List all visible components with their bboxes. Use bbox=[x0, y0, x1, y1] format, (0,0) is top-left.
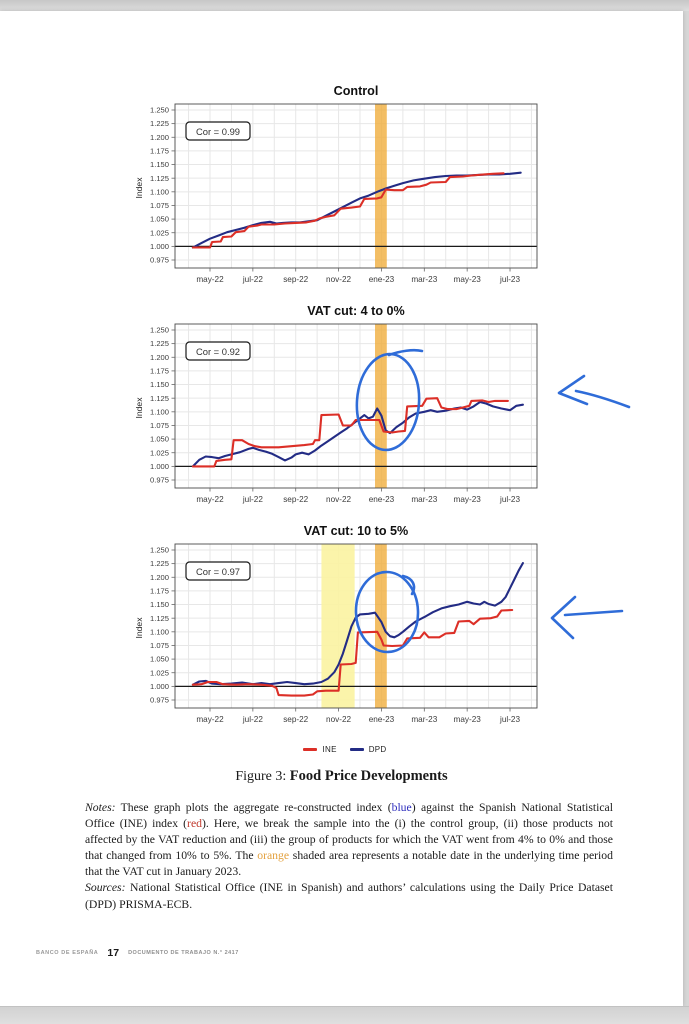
y-tick-label: 1.250 bbox=[149, 325, 169, 335]
y-tick-label: 1.075 bbox=[149, 201, 169, 211]
chart-title: VAT cut: 4 to 0% bbox=[307, 304, 405, 318]
notes-block bbox=[85, 800, 613, 913]
chart-svg bbox=[130, 296, 560, 514]
figure-caption bbox=[0, 768, 683, 785]
x-tick-label: mar-23 bbox=[411, 715, 438, 724]
sources-paragraph bbox=[85, 880, 613, 912]
y-tick-label: 1.200 bbox=[149, 132, 169, 142]
y-tick-label: 1.025 bbox=[149, 228, 169, 238]
notes-segment: ) against the Spanish National Statistical Office (INE) index ( bbox=[85, 801, 613, 831]
notes-segment: These graph plots the aggregate re-constructed index ( bbox=[115, 801, 392, 814]
y-tick-label: 1.175 bbox=[149, 586, 169, 596]
notes-segment: shaded area represents a notable date in the underlying time period that the VAT cut in January 2023. bbox=[85, 849, 613, 879]
chart-title: VAT cut: 10 to 5% bbox=[303, 524, 409, 538]
y-tick-label: 1.050 bbox=[149, 214, 169, 224]
band-notable-period bbox=[321, 544, 354, 708]
y-tick-label: 1.200 bbox=[149, 572, 169, 582]
chart-vat-10-5 bbox=[130, 516, 560, 734]
x-tick-label: sep-22 bbox=[283, 495, 309, 504]
legend-label: DPD bbox=[368, 744, 387, 754]
y-tick-label: 1.175 bbox=[149, 146, 169, 156]
x-tick-label: may-22 bbox=[196, 715, 224, 724]
chart-svg bbox=[130, 76, 560, 294]
y-tick-label: 0.975 bbox=[149, 475, 169, 485]
notes-text bbox=[85, 801, 613, 878]
legend-label: INE bbox=[322, 744, 337, 754]
notes-paragraph bbox=[85, 800, 613, 880]
x-tick-label: nov-22 bbox=[326, 275, 352, 284]
x-tick-label: nov-22 bbox=[326, 495, 352, 504]
x-tick-label: jul-23 bbox=[500, 275, 521, 284]
x-tick-label: jul-23 bbox=[500, 495, 521, 504]
y-tick-label: 1.075 bbox=[149, 421, 169, 431]
chart-title: Control bbox=[333, 84, 379, 98]
page-footer bbox=[36, 947, 239, 959]
x-tick-label: may-23 bbox=[453, 495, 481, 504]
chart-legend bbox=[130, 741, 560, 757]
figure-caption-prefix: Figure 3: bbox=[235, 769, 290, 784]
y-tick-label: 0.975 bbox=[149, 255, 169, 265]
x-tick-label: nov-22 bbox=[326, 715, 352, 724]
footer-bank-name: BANCO DE ESPAÑA bbox=[36, 950, 99, 956]
x-tick-label: mar-23 bbox=[411, 495, 438, 504]
y-tick-label: 1.075 bbox=[149, 641, 169, 651]
x-tick-label: may-23 bbox=[453, 275, 481, 284]
y-tick-label: 0.975 bbox=[149, 695, 169, 705]
y-axis-label: Index bbox=[134, 617, 144, 639]
y-tick-label: 1.025 bbox=[149, 668, 169, 678]
y-tick-label: 1.100 bbox=[149, 187, 169, 197]
y-axis-label: Index bbox=[134, 397, 144, 419]
notes-label: Notes: bbox=[85, 801, 116, 814]
y-tick-label: 1.225 bbox=[149, 559, 169, 569]
legend-dash-ine bbox=[303, 748, 317, 751]
x-tick-label: may-22 bbox=[196, 495, 224, 504]
x-tick-label: jul-22 bbox=[242, 495, 263, 504]
x-tick-label: ene-23 bbox=[368, 715, 395, 724]
viewer-bottom-edge bbox=[0, 1006, 689, 1024]
band-vat-cut-jan-2023 bbox=[375, 104, 387, 268]
y-tick-label: 1.250 bbox=[149, 105, 169, 115]
x-tick-label: ene-23 bbox=[368, 275, 395, 284]
notes-colored-word: orange bbox=[257, 849, 290, 863]
x-tick-label: may-23 bbox=[453, 715, 481, 724]
cor-label: Cor = 0.99 bbox=[195, 125, 241, 137]
cor-label: Cor = 0.92 bbox=[195, 345, 241, 357]
figure-caption-title: Food Price Developments bbox=[289, 768, 448, 784]
y-tick-label: 1.025 bbox=[149, 448, 169, 458]
x-tick-label: mar-23 bbox=[411, 275, 438, 284]
x-tick-label: jul-23 bbox=[500, 715, 521, 724]
sources-label: Sources: bbox=[85, 881, 126, 895]
cor-label: Cor = 0.97 bbox=[195, 565, 241, 577]
y-tick-label: 1.125 bbox=[149, 173, 169, 183]
x-tick-label: ene-23 bbox=[368, 495, 395, 504]
sources-text: National Statistical Office (INE in Spanish) and authors’ calculations using the Daily Price Dataset (DPD) PRISMA-ECB. bbox=[85, 881, 613, 911]
y-tick-label: 1.050 bbox=[149, 654, 169, 664]
y-tick-label: 1.225 bbox=[149, 339, 169, 349]
legend-item-dpd bbox=[350, 745, 387, 754]
y-tick-label: 1.125 bbox=[149, 613, 169, 623]
y-tick-label: 1.150 bbox=[149, 380, 169, 390]
y-tick-label: 1.000 bbox=[149, 241, 169, 251]
x-tick-label: sep-22 bbox=[283, 715, 309, 724]
y-tick-label: 1.150 bbox=[149, 160, 169, 170]
footer-doc-number: DOCUMENTO DE TRABAJO N.° 2417 bbox=[128, 950, 239, 956]
chart-vat-4-0 bbox=[130, 296, 560, 514]
notes-colored-word: blue bbox=[391, 801, 412, 814]
legend-dash-dpd bbox=[350, 748, 364, 751]
x-tick-label: jul-22 bbox=[242, 715, 263, 724]
y-tick-label: 1.250 bbox=[149, 545, 169, 555]
y-tick-label: 1.000 bbox=[149, 681, 169, 691]
x-tick-label: sep-22 bbox=[283, 275, 309, 284]
x-tick-label: jul-22 bbox=[242, 275, 263, 284]
footer-page-number: 17 bbox=[107, 947, 120, 959]
y-tick-label: 1.200 bbox=[149, 352, 169, 362]
y-tick-label: 1.175 bbox=[149, 366, 169, 376]
x-tick-label: may-22 bbox=[196, 275, 224, 284]
y-axis-label: Index bbox=[134, 177, 144, 199]
y-tick-label: 1.000 bbox=[149, 461, 169, 471]
chart-control bbox=[130, 76, 560, 294]
y-tick-label: 1.100 bbox=[149, 407, 169, 417]
notes-segment: ). Here, we break the sample into the (i) the control group, (ii) those products not affected by the VAT reduction and (iii) the group of products for which the VAT went from 4% to 0% and those that changed from 10% to 5%. The bbox=[85, 817, 614, 863]
viewer-top-edge bbox=[0, 0, 689, 11]
y-tick-label: 1.150 bbox=[149, 600, 169, 610]
band-vat-cut-jan-2023 bbox=[375, 324, 387, 488]
chart-svg bbox=[130, 516, 560, 734]
y-tick-label: 1.050 bbox=[149, 434, 169, 444]
y-tick-label: 1.125 bbox=[149, 393, 169, 403]
y-tick-label: 1.225 bbox=[149, 119, 169, 129]
paper-page bbox=[0, 11, 683, 1006]
band-vat-cut-jan-2023 bbox=[375, 544, 387, 708]
legend-item-ine bbox=[303, 745, 336, 754]
notes-colored-word: red bbox=[187, 817, 202, 831]
y-tick-label: 1.100 bbox=[149, 627, 169, 637]
